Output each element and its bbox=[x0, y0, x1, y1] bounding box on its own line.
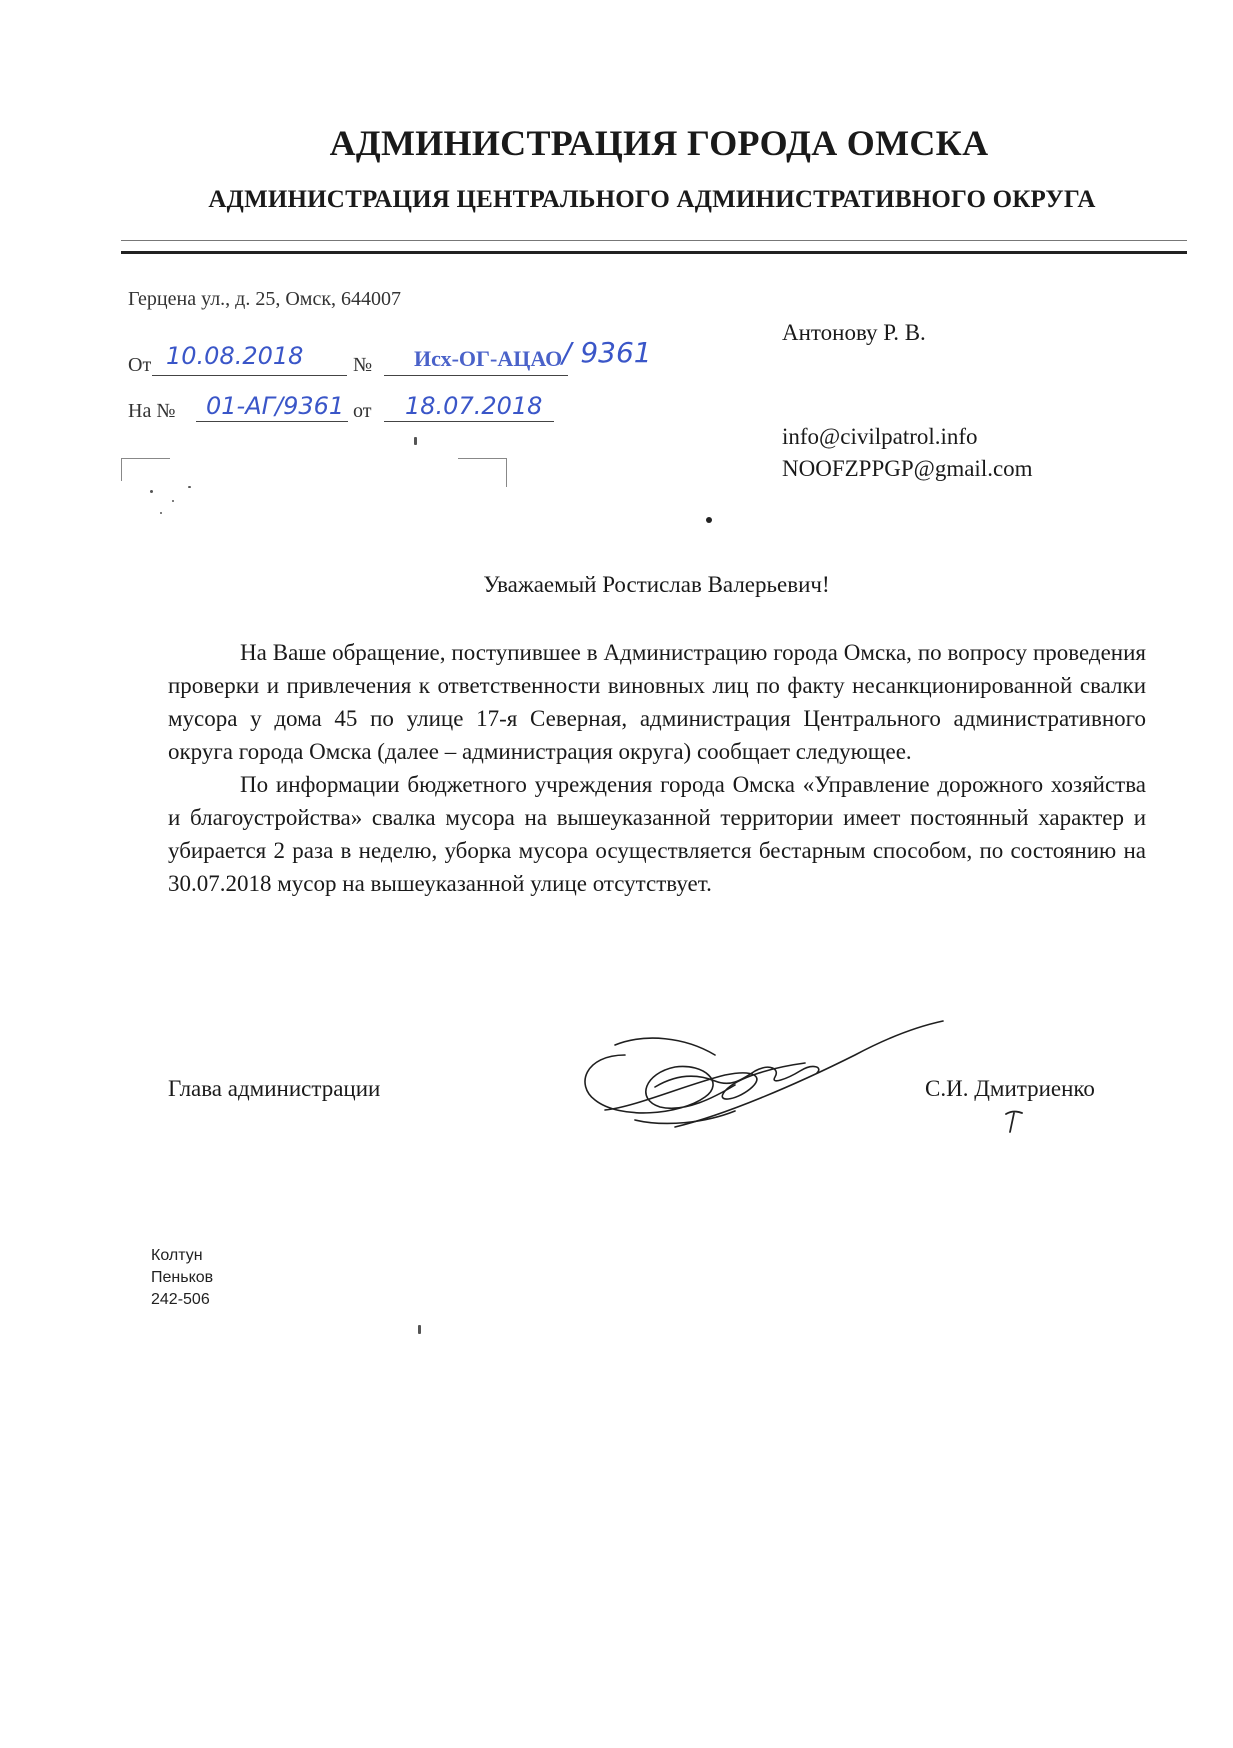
registration-number-handwritten: / 9361 bbox=[562, 336, 652, 369]
signature-title: Глава администрации bbox=[168, 1076, 381, 1101]
scan-speck bbox=[150, 490, 153, 493]
stamp-bracket-left bbox=[121, 458, 170, 481]
registration-reply-date-underline bbox=[384, 421, 554, 422]
header-divider-thin bbox=[121, 240, 1187, 241]
handwritten-signature bbox=[565, 1015, 955, 1140]
header-title: АДМИНИСТРАЦИЯ ГОРОДА ОМСКА bbox=[329, 123, 989, 163]
executor-contacts bbox=[151, 1245, 213, 1311]
sender-address: Герцена ул., д. 25, Омск, 644007 bbox=[128, 288, 402, 310]
registration-reply-from-label: от bbox=[353, 400, 372, 422]
registration-reply-number: 01-АГ/9361 bbox=[206, 392, 345, 420]
scan-speck bbox=[188, 486, 191, 488]
executor-name-1: Колтун bbox=[151, 1247, 203, 1264]
registration-reply-date: 18.07.2018 bbox=[405, 392, 543, 420]
executor-name-2: Пеньков bbox=[151, 1269, 214, 1286]
scan-speck bbox=[172, 500, 174, 502]
scan-speck bbox=[418, 1325, 421, 1334]
header-subtitle: АДМИНИСТРАЦИЯ ЦЕНТРАЛЬНОГО АДМИНИСТРАТИВНОГО ОКРУГА bbox=[208, 186, 1096, 213]
scan-speck bbox=[160, 512, 162, 514]
letter-body bbox=[168, 636, 1146, 900]
header-divider-thick bbox=[121, 251, 1187, 254]
recipient-name: Антонову Р. В. bbox=[782, 320, 926, 345]
letter-paragraph-1: На Ваше обращение, поступившее в Администрацию города Омска, по вопросу проведения проверки и привлечения к ответственности виновных лиц по факту несанкционированной свалки мусора у дома 45 по улице 17-я Северная, администрация Центрального административного округа города Омска (далее – администрация округа) сообщает следующее. bbox=[168, 640, 1146, 764]
recipient-email-1: info@civilpatrol.info bbox=[782, 424, 978, 449]
scan-speck bbox=[414, 437, 417, 445]
registration-from-date: 10.08.2018 bbox=[166, 342, 304, 370]
executor-phone: 242-506 bbox=[151, 1291, 210, 1308]
signature-name: С.И. Дмитриенко bbox=[925, 1076, 1095, 1101]
recipient-email-2: NOOFZPPGP@gmail.com bbox=[782, 456, 1033, 481]
registration-number-label: № bbox=[353, 354, 373, 376]
letter-paragraph-2: По информации бюджетного учреждения города Омска «Управление дорожного хозяйства и благоустройства» свалка мусора на вышеуказанной территории имеет постоянный характер и убирается 2 раза в неделю, уборка мусора осуществляется бестарным способом, по состоянию на 30.07.2018 мусор на вышеуказанной улице отсутствует. bbox=[168, 772, 1146, 896]
registration-from-label: От bbox=[128, 354, 152, 376]
registration-number-underline bbox=[384, 375, 568, 376]
letter-greeting: Уважаемый Ростислав Валерьевич! bbox=[483, 572, 830, 597]
stamp-bracket-right bbox=[458, 458, 507, 487]
registration-reply-label: На № bbox=[128, 400, 176, 422]
registration-from-underline bbox=[152, 375, 347, 376]
scan-speck bbox=[706, 517, 712, 523]
signature-initial-mark bbox=[1003, 1108, 1025, 1134]
registration-reply-underline bbox=[196, 421, 348, 422]
registration-number-stamp: Исх-ОГ-АЦАО bbox=[414, 346, 563, 371]
